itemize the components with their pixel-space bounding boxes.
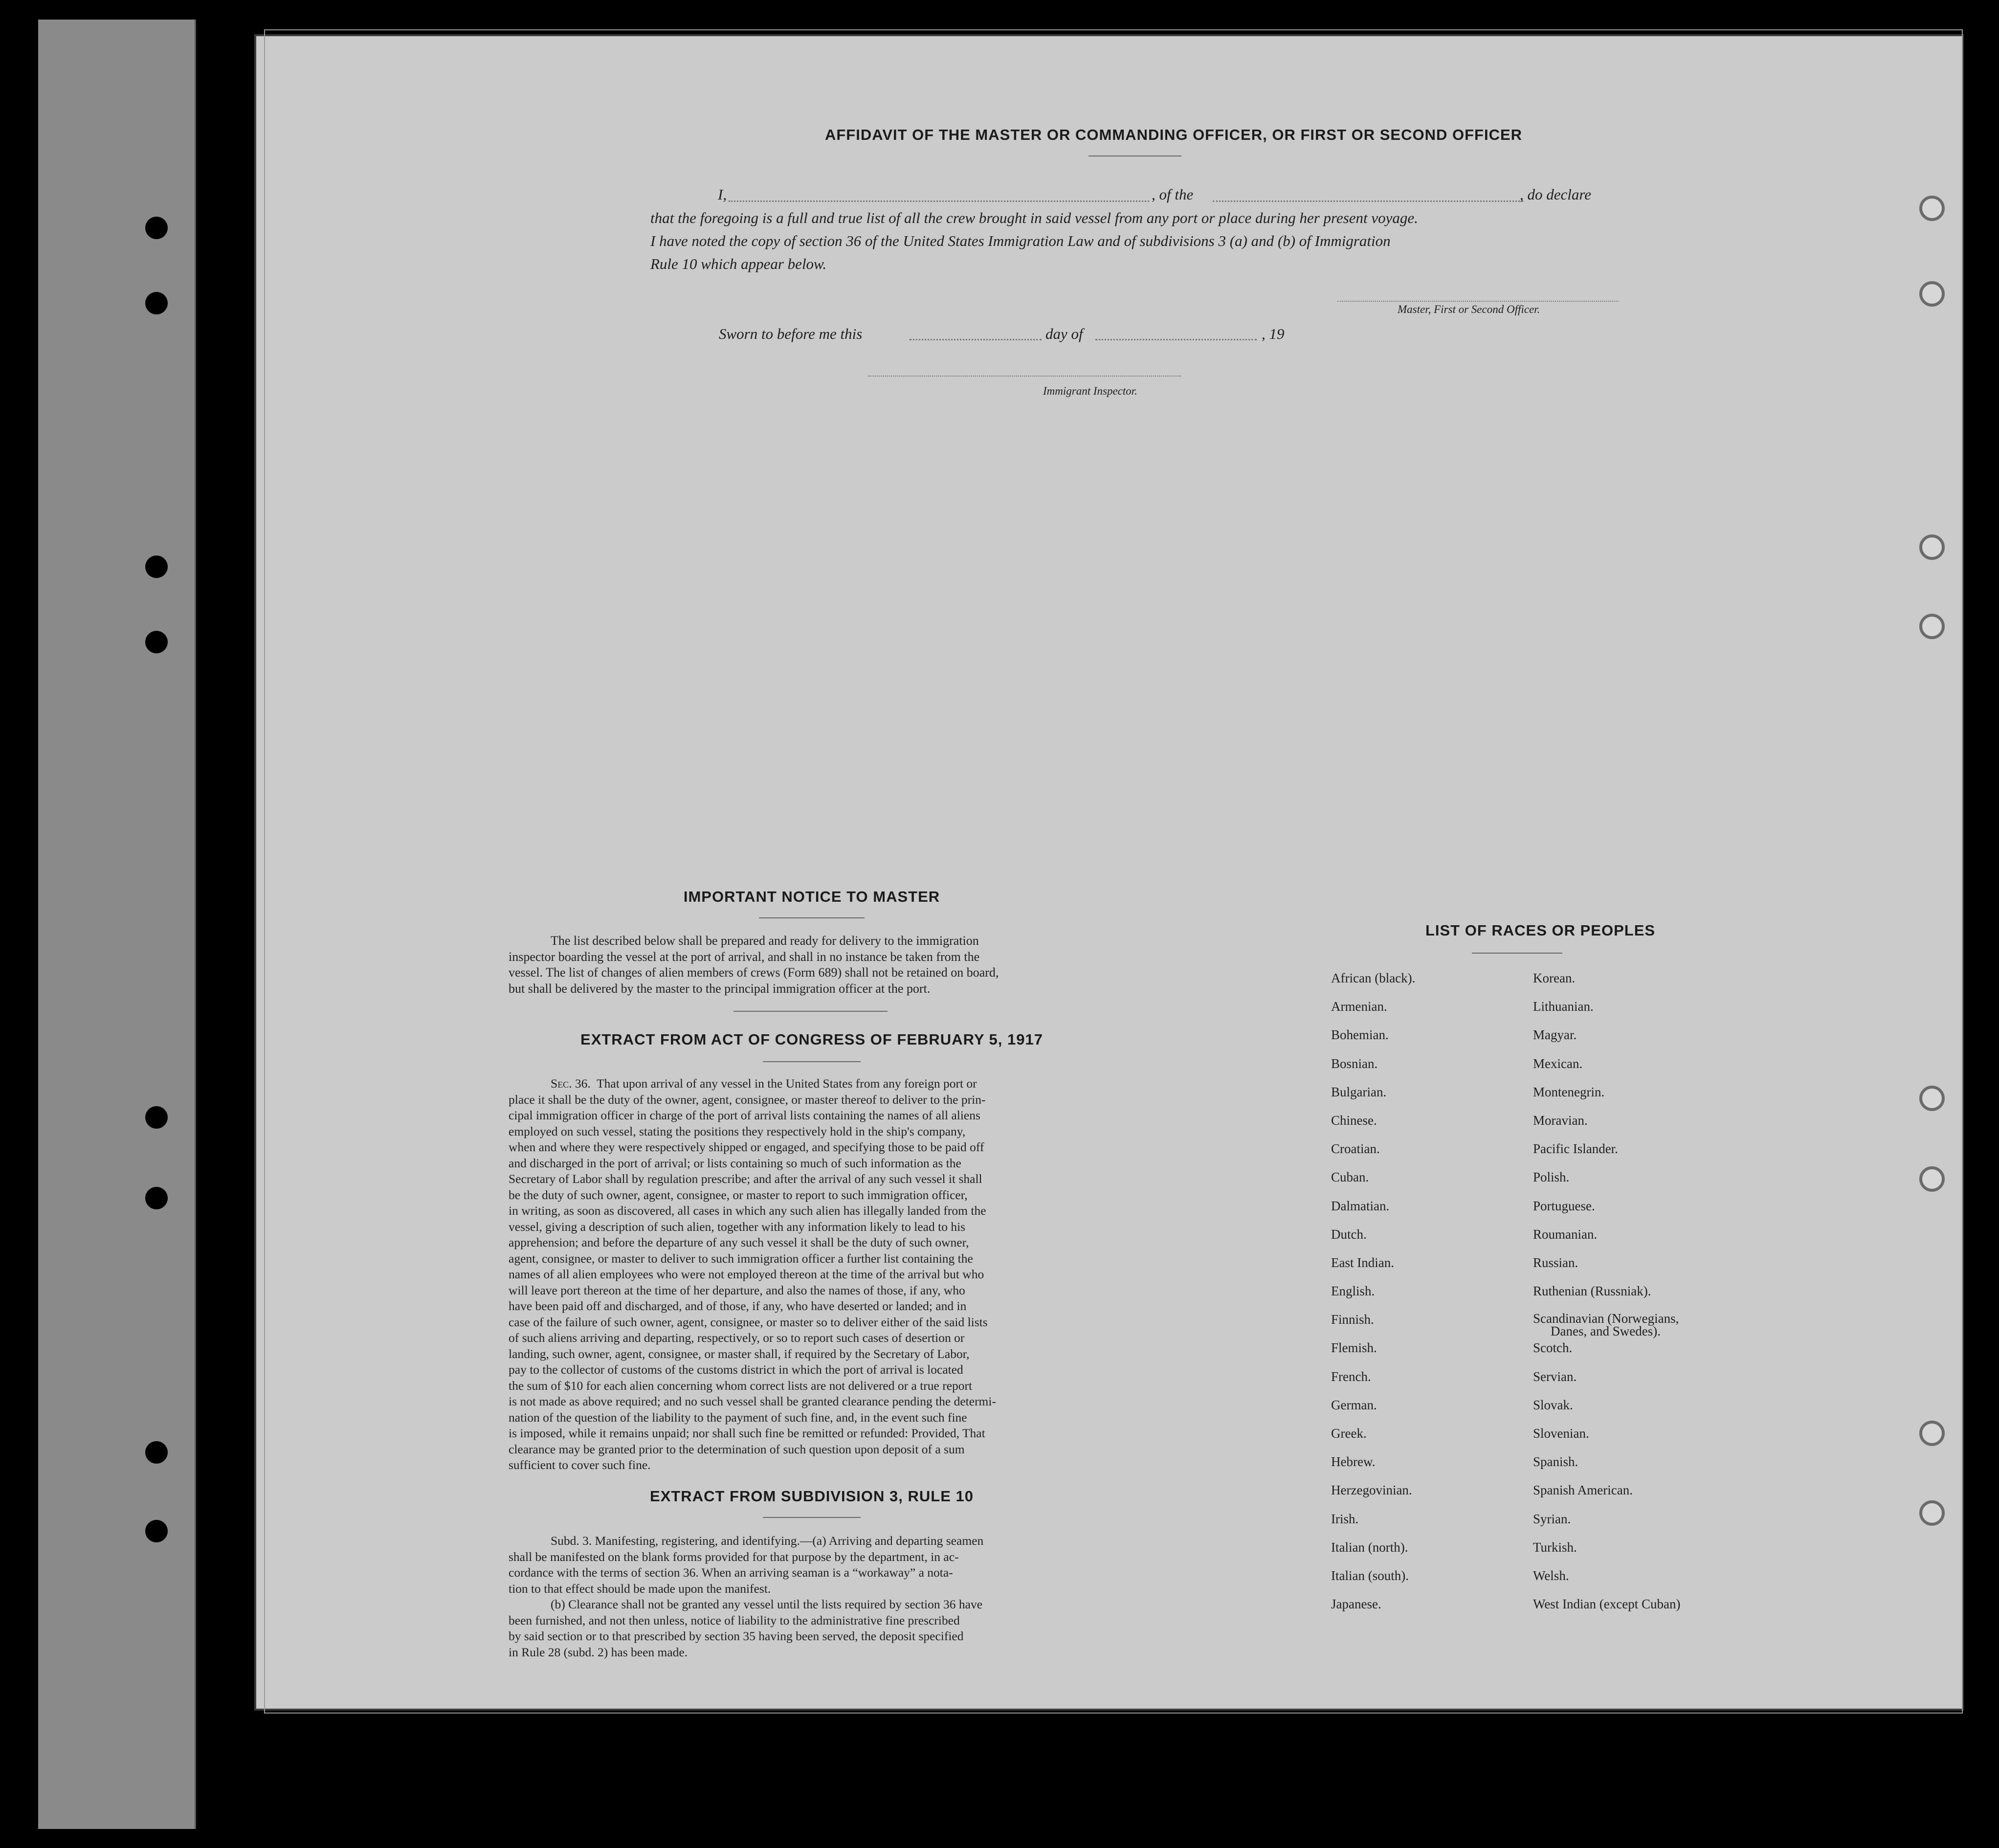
rule-line: been furnished, and not then unless, notice of liability to the administrative fine prescribed <box>509 1613 960 1627</box>
race-item: Pacific Islander. <box>1533 1141 1618 1157</box>
sworn-day-field[interactable] <box>910 339 1042 340</box>
act-line: apprehension; and before the departure of any such vessel it shall be the duty of such owner, <box>509 1235 969 1249</box>
race-item: Roumanian. <box>1533 1226 1598 1242</box>
race-item: Polish. <box>1533 1170 1570 1185</box>
punch-hole <box>145 556 168 578</box>
act-line: clearance may be granted prior to the determination of such question upon deposit of a sum <box>509 1442 965 1456</box>
race-item: Slovenian. <box>1533 1426 1589 1441</box>
act-line: vessel, giving a description of such alien, together with any information likely to lead to his <box>509 1219 966 1234</box>
race-item: English. <box>1331 1284 1375 1299</box>
rule-line: tion to that effect should be made upon the manifest. <box>509 1581 771 1596</box>
binder-ring <box>1919 534 1945 560</box>
race-item: Portuguese. <box>1533 1198 1595 1213</box>
race-item: Lithuanian. <box>1533 999 1594 1014</box>
notice-title: IMPORTANT NOTICE TO MASTER <box>683 888 940 905</box>
race-item: Slovak. <box>1533 1397 1573 1412</box>
rule-line: in Rule 28 (subd. 2) has been made. <box>509 1645 688 1659</box>
notice-line: inspector boarding the vessel at the port of arrival, and shall in no instance be taken from the <box>509 949 980 964</box>
affidavit-i: I, <box>718 186 727 203</box>
act-line: the sum of $10 for each alien concerning whom correct lists are not delivered or a true report <box>509 1378 973 1393</box>
act-line: of such aliens arriving and departing, respectively, or so to report such cases of desertion or <box>509 1331 965 1345</box>
notice-end-rule <box>733 1011 888 1012</box>
race-item: Hebrew. <box>1331 1454 1376 1469</box>
sworn-day-of: day of <box>1045 325 1083 342</box>
act-line: will leave port thereon at the time of her departure, and also the names of those, if any, who <box>509 1283 965 1297</box>
race-item: Mexican. <box>1533 1056 1583 1071</box>
act-line: Secretary of Labor shall by regulation prescribe; and after the arrival of any such vessel it shall <box>509 1172 982 1186</box>
race-item: Turkish. <box>1533 1539 1577 1555</box>
name-field[interactable] <box>729 200 1149 202</box>
race-item: Spanish American. <box>1533 1483 1633 1498</box>
race-item: Moravian. <box>1533 1113 1588 1128</box>
rule-title: EXTRACT FROM SUBDIVISION 3, RULE 10 <box>650 1488 974 1505</box>
sworn-year: , 19 <box>1262 325 1285 342</box>
notice-line: vessel. The list of changes of alien members of crews (Form 689) shall not be retained on board, <box>509 965 999 980</box>
act-line: be the duty of such owner, agent, consignee, or master to report to such immigration officer, <box>509 1187 968 1202</box>
rule-line: cordance with the terms of section 36. When an arriving seaman is a “workaway” a nota- <box>509 1565 953 1580</box>
punch-hole <box>145 1441 168 1464</box>
race-item <box>1533 1312 1680 1340</box>
sworn-prefix: Sworn to before me this <box>719 325 863 342</box>
rule-body <box>509 1533 1076 1660</box>
sworn-month-field[interactable] <box>1095 339 1257 340</box>
punch-hole <box>145 631 168 653</box>
act-line: when and where they were respectively shipped or engaged, and specifying those to be paid off <box>509 1140 984 1154</box>
binder-ring <box>1919 196 1945 221</box>
act-body <box>509 1076 1076 1473</box>
race-item: East Indian. <box>1331 1255 1394 1270</box>
inspector-label: Immigrant Inspector. <box>1043 385 1137 397</box>
race-item: German. <box>1331 1397 1377 1412</box>
rule-line: shall be manifested on the blank forms provided for that purpose by the department, in ac- <box>509 1549 959 1564</box>
race-item: Japanese. <box>1331 1597 1381 1612</box>
act-line: sufficient to cover such fine. <box>509 1458 651 1472</box>
rule-line: Subd. 3. Manifesting, registering, and identifying.—(a) Arriving and departing seamen <box>551 1534 984 1548</box>
master-signature-line[interactable] <box>1337 301 1619 302</box>
race-item: Irish. <box>1331 1511 1359 1526</box>
race-item: French. <box>1331 1369 1371 1384</box>
race-item: Finnish. <box>1331 1312 1374 1327</box>
act-line: is imposed, while it remains unpaid; nor shall such fine be remitted or refunded: Provided, That <box>509 1426 985 1440</box>
race-item: Italian (south). <box>1331 1568 1409 1583</box>
binder-ring <box>1919 281 1945 307</box>
binder-ring <box>1919 1166 1945 1192</box>
race-item: Dutch. <box>1331 1226 1367 1242</box>
act-line <box>509 1076 1076 1092</box>
race-item: Greek. <box>1331 1426 1367 1441</box>
race-item-scandinavian: Scandinavian (Norwegians, <box>1533 1311 1679 1326</box>
binder-ring <box>1919 614 1945 639</box>
race-item-scandinavian-cont: Danes, and Swedes). <box>1551 1324 1661 1339</box>
race-item: Armenian. <box>1331 999 1387 1014</box>
act-title-rule <box>763 1061 861 1062</box>
rule-line: by said section or to that prescribed by section 35 having been served, the deposit specified <box>509 1629 964 1643</box>
race-item: Servian. <box>1533 1369 1577 1384</box>
act-line: have been paid off and discharged, and of those, if any, who have deserted or landed; and in <box>509 1299 967 1313</box>
race-item: Chinese. <box>1331 1113 1377 1128</box>
race-item: Spanish. <box>1533 1454 1578 1469</box>
race-item: Bosnian. <box>1331 1056 1378 1071</box>
act-title: EXTRACT FROM ACT OF CONGRESS OF FEBRUARY 5, 1917 <box>580 1031 1043 1048</box>
inspector-signature-line[interactable] <box>868 376 1181 377</box>
vessel-field[interactable] <box>1213 200 1523 202</box>
notice-title-rule <box>759 917 865 918</box>
race-item: Scotch. <box>1533 1340 1573 1356</box>
race-item: Montenegrin. <box>1533 1084 1605 1099</box>
race-item: Russian. <box>1533 1255 1578 1270</box>
race-item: Dalmatian. <box>1331 1198 1390 1213</box>
race-item: Italian (north). <box>1331 1539 1408 1555</box>
race-item: Croatian. <box>1331 1141 1380 1157</box>
races-title-rule <box>1472 953 1562 954</box>
binder-ring <box>1919 1421 1945 1446</box>
binder-ring <box>1919 1086 1945 1111</box>
act-line: employed on such vessel, stating the positions they respectively hold in the ship's company, <box>509 1124 966 1138</box>
act-first-line: That upon arrival of any vessel in the United States from any foreign port or <box>597 1076 977 1091</box>
races-right-column <box>1533 971 1680 1625</box>
notice-body <box>509 933 1076 997</box>
race-item: African (black). <box>1331 971 1416 985</box>
act-line: landing, such owner, agent, consignee, or master shall, if required by the Secretary of Labor, <box>509 1346 970 1361</box>
punch-hole <box>145 1187 168 1209</box>
race-item: Syrian. <box>1533 1511 1571 1526</box>
act-line: case of the failure of such owner, agent, consignee, or master so to deliver either of the said lists <box>509 1314 988 1329</box>
race-item: Ruthenian (Russniak). <box>1533 1284 1651 1299</box>
act-line: cipal immigration officer in charge of the port of arrival lists containing the names of all aliens <box>509 1108 980 1122</box>
race-item: Herzegovinian. <box>1331 1483 1412 1498</box>
act-line: agent, consignee, or master to deliver to such immigration officer a further list containing the <box>509 1251 973 1266</box>
binding-strip <box>38 20 196 1829</box>
affidavit-line-4: Rule 10 which appear below. <box>650 255 827 272</box>
affidavit-declare: , do declare <box>1520 186 1592 203</box>
act-line: is not made as above required; and no such vessel shall be granted clearance pending the determi- <box>509 1394 996 1408</box>
act-line: pay to the collector of customs of the customs district in which the port of arrival is located <box>509 1362 963 1377</box>
punch-hole <box>145 1520 168 1542</box>
affidavit-line-3: I have noted the copy of section 36 of the United States Immigration Law and of subdivisions 3 (a) and (b) of Immigration <box>650 232 1391 249</box>
race-item: Magyar. <box>1533 1027 1577 1043</box>
act-line: names of all alien employees who were not employed thereon at the time of the arrival but who <box>509 1267 984 1281</box>
punch-hole <box>145 217 168 239</box>
sec-label: Sec. 36. <box>551 1076 591 1091</box>
race-item: Bohemian. <box>1331 1027 1389 1043</box>
notice-line: The list described below shall be prepared and ready for delivery to the immigration <box>551 934 979 948</box>
race-item: Cuban. <box>1331 1170 1369 1185</box>
act-line: in writing, as soon as discovered, all cases in which any such alien has illegally landed from the <box>509 1203 986 1218</box>
act-line: nation of the question of the liability to the payment of such fine, and, in the event such fine <box>509 1410 967 1425</box>
race-item: Flemish. <box>1331 1340 1377 1356</box>
race-item: West Indian (except Cuban) <box>1533 1597 1681 1612</box>
act-line: place it shall be the duty of the owner, agent, consignee, or master thereof to deliver to the prin- <box>509 1092 986 1107</box>
rule-line: (b) Clearance shall not be granted any vessel until the lists required by section 36 have <box>551 1597 983 1611</box>
race-item: Welsh. <box>1533 1568 1569 1583</box>
affidavit-of-the: , of the <box>1152 186 1194 203</box>
race-item: Korean. <box>1533 971 1576 985</box>
master-signature-label: Master, First or Second Officer. <box>1398 303 1540 315</box>
affidavit-title: AFFIDAVIT OF THE MASTER OR COMMANDING OFFICER, OR FIRST OR SECOND OFFICER <box>824 126 1523 143</box>
punch-hole <box>145 1106 168 1129</box>
races-left-column <box>1331 971 1415 1625</box>
punch-hole <box>145 292 168 314</box>
affidavit-line-2: that the foregoing is a full and true list of all the crew brought in said vessel from any port or place during her present voyage. <box>650 209 1418 226</box>
races-title: LIST OF RACES OR PEOPLES <box>1425 922 1656 939</box>
act-line: and discharged in the port of arrival; or lists containing so much of such information as the <box>509 1156 961 1170</box>
rule-title-rule <box>763 1517 861 1518</box>
notice-line: but shall be delivered by the master to the principal immigration officer at the port. <box>509 981 931 996</box>
binder-ring <box>1919 1500 1945 1526</box>
race-item: Bulgarian. <box>1331 1084 1387 1099</box>
